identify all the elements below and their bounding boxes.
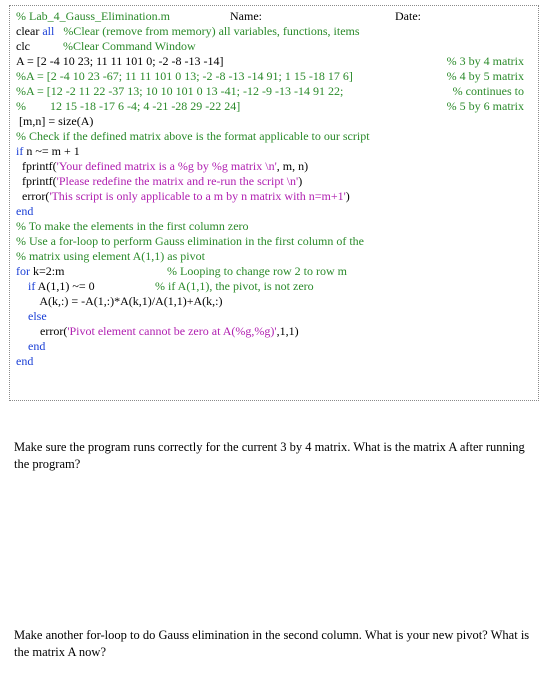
code-line-if: if n ~= m + 1 (16, 144, 80, 158)
code-line-check-comment: % Check if the defined matrix above is the format applicable to our script (16, 129, 370, 143)
code-line-comment-pivot: % matrix using element A(1,1) as pivot (16, 249, 205, 263)
code-line-matrix-5x6-a: %A = [12 -2 11 22 -37 13; 10 10 101 0 13 -41; -12 -9 -13 -14 91 22; (16, 84, 344, 98)
code-line-fprintf-2: fprintf('Please redefine the matrix and re-run the script \n') (16, 174, 303, 188)
code-line-size: [m,n] = size(A) (16, 114, 94, 128)
code-line-matrix-4x5: %A = [2 -4 10 23 -67; 11 11 101 0 13; -2 -8 -13 -14 91; 1 15 -18 17 6] (16, 69, 353, 83)
code-line-error-2: error('Pivot element cannot be zero at A(%g,%g)',1,1) (16, 324, 299, 338)
code-line-clc: clc %Clear Command Window (16, 39, 196, 53)
code-line-elimination: A(k,:) = -A(1,:)*A(k,1)/A(1,1)+A(k,:) (16, 294, 223, 308)
code-line-fprintf-1: fprintf('Your defined matrix is a %g by %g matrix \n', m, n) (16, 159, 309, 173)
code-line-comment-zero: % To make the elements in the first column zero (16, 219, 249, 233)
code-line-if-pivot: if A(1,1) ~= 0 (16, 279, 95, 293)
code-line-for: for k=2:m (16, 264, 65, 278)
comment-3by4: % 3 by 4 matrix (446, 54, 524, 68)
question-1: Make sure the program runs correctly for the current 3 by 4 matrix. What is the matrix A after running the program? (14, 440, 525, 471)
code-line-end-3: end (16, 354, 34, 368)
filename-comment: % Lab_4_Gauss_Elimination.m (16, 9, 170, 23)
name-label: Name: (230, 9, 262, 23)
code-line-matrix-a: A = [2 -4 10 23; 11 11 101 0; -2 -8 -13 -14] (16, 54, 224, 68)
question-2: Make another for-loop to do Gauss elimination in the second column. What is your new pivot? What is the matrix A now? (14, 628, 530, 659)
code-line-end-2: end (16, 339, 46, 353)
code-line-clear: clear all %Clear (remove from memory) all variables, functions, items (16, 24, 360, 38)
code-line-error-1: error('This script is only applicable to a m by n matrix with n=m+1') (16, 189, 350, 203)
comment-4by5: % 4 by 5 matrix (446, 69, 524, 83)
comment-pivot-not-zero: % if A(1,1), the pivot, is not zero (155, 279, 314, 293)
code-line-else: else (16, 309, 47, 323)
code-line-end-1: end (16, 204, 34, 218)
comment-5by6: % 5 by 6 matrix (446, 99, 524, 113)
code-line-matrix-5x6-b: % 12 15 -18 -17 6 -4; 4 -21 -28 29 -22 24] (16, 99, 241, 113)
comment-looping: % Looping to change row 2 to row m (167, 264, 347, 278)
code-listing (9, 5, 539, 401)
code-line-comment-loop: % Use a for-loop to perform Gauss elimination in the first column of the (16, 234, 365, 248)
date-label: Date: (395, 9, 421, 23)
comment-continues: % continues to (452, 84, 524, 98)
